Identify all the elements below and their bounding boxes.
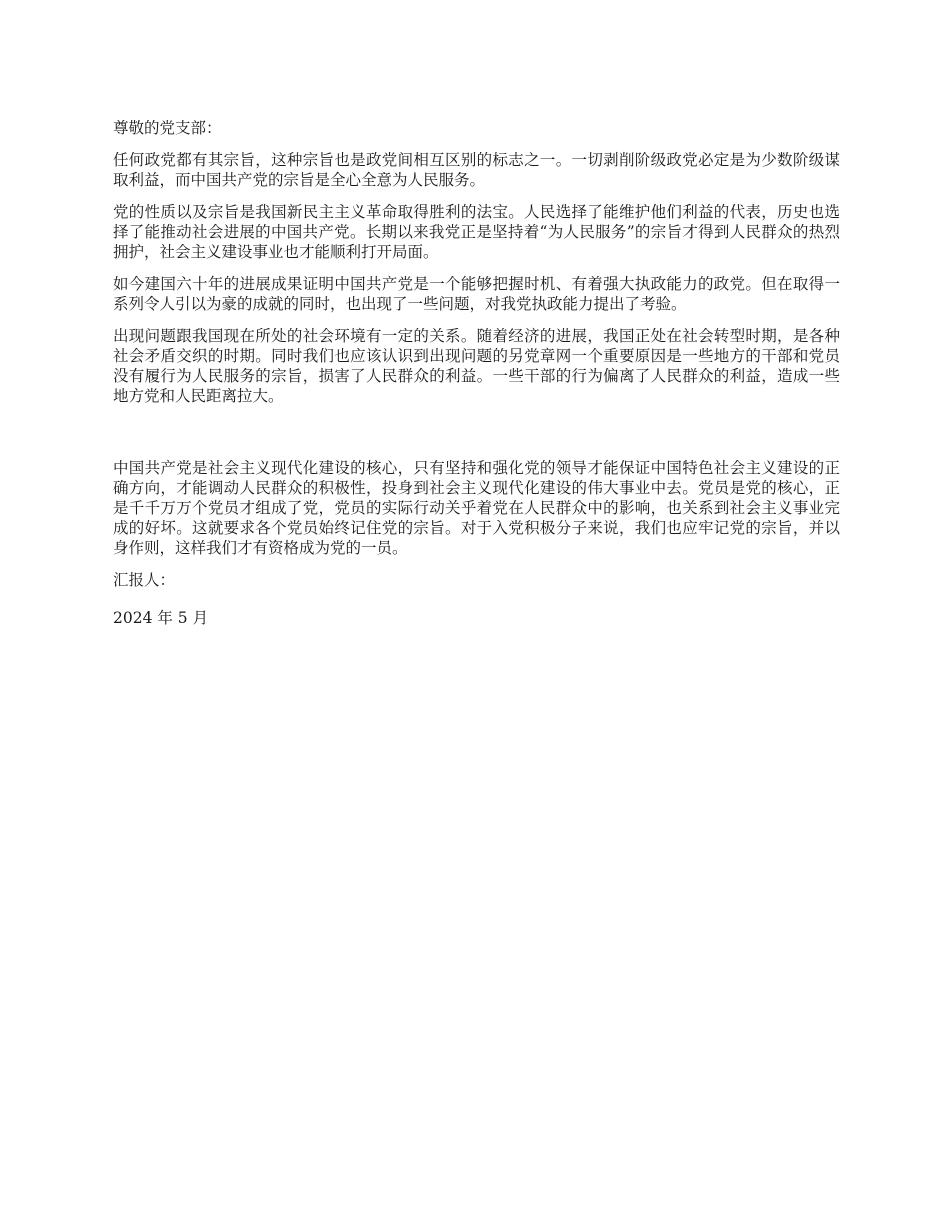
paragraph-1: 任何政党都有其宗旨，这种宗旨也是政党间相互区别的标志之一。一切剥削阶级政党必定是为少数阶级谋取利益，而中国共产党的宗旨是全心全意为人民服务。 xyxy=(113,151,840,189)
paragraph-5: 中国共产党是社会主义现代化建设的核心，只有坚持和强化党的领导才能保证中国特色社会主义建设的正确方向，才能调动人民群众的积极性，投身到社会主义现代化建设的伟大事业中去。党员是党的核心，正是千千万万个党员才组成了党，党员的实际行动关乎着党在人民群众中的影响，也关系到社会主义事业完成的好坏。这就要求各个党员始终记住党的宗旨。对于入党积极分子来说，我们也应牢记党的宗旨，并以身作则，这样我们才有资格成为党的一员。 xyxy=(113,459,840,557)
paragraph-4: 出现问题跟我国现在所处的社会环境有一定的关系。随着经济的进展，我国正处在社会转型时期，是各种社会矛盾交织的时期。同时我们也应该认识到出现问题的另党章网一个重要原因是一些地方的干部和党员没有履行为人民服务的宗旨，损害了人民群众的利益。一些干部的行为偏离了人民群众的利益，造成一些地方党和人民距离拉大。 xyxy=(113,327,840,405)
signature-line: 汇报人： xyxy=(113,571,176,589)
letter-document xyxy=(113,118,840,640)
paragraph-2: 党的性质以及宗旨是我国新民主主义革命取得胜利的法宝。人民选择了能维护他们利益的代表，历史也选择了能推动社会进展的中国共产党。长期以来我党正是坚持着“为人民服务”的宗旨才得到人民群众的热烈拥护，社会主义建设事业也才能顺利打开局面。 xyxy=(113,203,840,261)
salutation: 尊敬的党支部： xyxy=(113,119,222,137)
paragraph-3: 如今建国六十年的进展成果证明中国共产党是一个能够把握时机、有着强大执政能力的政党。但在取得一系列令人引以为豪的成就的同时，也出现了一些问题，对我党执政能力提出了考验。 xyxy=(113,275,840,313)
date-line: 2024 年 5 月 xyxy=(113,609,209,627)
